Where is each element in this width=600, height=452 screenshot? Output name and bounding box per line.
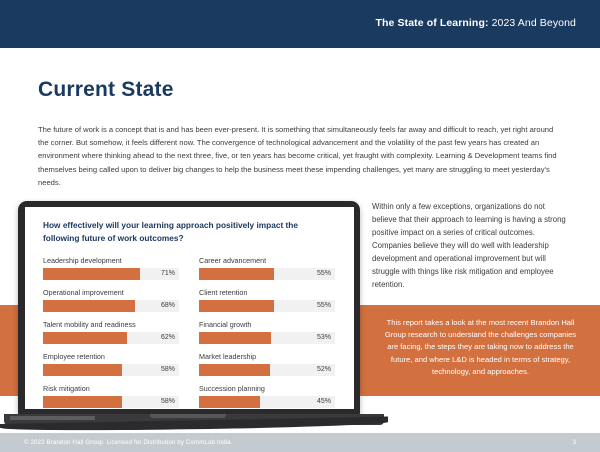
bar-item bbox=[43, 288, 179, 312]
bar-track bbox=[43, 332, 179, 344]
laptop-trackpad-notch bbox=[150, 414, 226, 418]
chart-title: How effectively will your learning approach positively impact the following future of work outcomes? bbox=[43, 220, 298, 243]
footer-copyright: © 2022 Brandon Hall Group. Licensed for Distribution by CommLab India. bbox=[24, 439, 233, 446]
bar-track bbox=[199, 268, 335, 280]
bar-label: Succession planning bbox=[199, 384, 265, 393]
bar-value: 62% bbox=[160, 334, 175, 341]
header-title-light: 2023 And Beyond bbox=[488, 17, 576, 29]
bar-value: 55% bbox=[316, 302, 331, 309]
bar-fill bbox=[43, 300, 135, 312]
footer-page-number: 3 bbox=[572, 439, 576, 446]
bar-fill bbox=[199, 300, 274, 312]
bar-item bbox=[43, 352, 179, 376]
side-paragraph: Within only a few exceptions, organizations do not believe that their approach to learning is having a strong positive impact on a series of critical outcomes. Companies believe they will do well with leadership development and operational improvement but will struggle with things like risk mitigation and employee retention. bbox=[372, 202, 566, 289]
report-callout-text: This report takes a look at the most recent Brandon Hall Group research to understand the challenges companies are facing, the steps they are taking now to address the future, and where L&D is headed in terms of strategy, technology, and approaches. bbox=[384, 318, 577, 376]
bar-value: 45% bbox=[316, 398, 331, 405]
bar-value: 53% bbox=[316, 334, 331, 341]
header-title bbox=[376, 17, 576, 29]
chart-columns bbox=[43, 256, 340, 416]
bar-item bbox=[199, 288, 335, 312]
bar-value: 71% bbox=[160, 270, 175, 277]
bar-label: Financial growth bbox=[199, 320, 252, 329]
bar-item bbox=[199, 384, 335, 408]
bar-value: 58% bbox=[160, 398, 175, 405]
bar-value: 58% bbox=[160, 366, 175, 373]
bar-item bbox=[43, 256, 179, 280]
bar-label: Leadership development bbox=[43, 256, 122, 265]
bar-track bbox=[43, 300, 179, 312]
bar-fill bbox=[199, 364, 270, 376]
bar-track bbox=[199, 396, 335, 408]
laptop-mockup bbox=[18, 201, 360, 416]
bar-item bbox=[199, 352, 335, 376]
laptop-screen bbox=[25, 207, 354, 409]
bar-fill bbox=[199, 332, 271, 344]
bar-fill bbox=[199, 268, 274, 280]
bar-item bbox=[43, 320, 179, 344]
bar-fill bbox=[43, 268, 140, 280]
bar-fill bbox=[199, 396, 260, 408]
bar-track bbox=[43, 268, 179, 280]
bar-fill bbox=[43, 396, 122, 408]
chart-column-right bbox=[199, 256, 335, 416]
bar-label: Client retention bbox=[199, 288, 248, 297]
bar-label: Career advancement bbox=[199, 256, 267, 265]
bar-label: Employee retention bbox=[43, 352, 105, 361]
laptop-base-highlight bbox=[10, 416, 95, 420]
bar-fill bbox=[43, 332, 127, 344]
bar-value: 52% bbox=[316, 366, 331, 373]
bar-value: 55% bbox=[316, 270, 331, 277]
bar-item bbox=[43, 384, 179, 408]
bar-fill bbox=[43, 364, 122, 376]
bar-track bbox=[43, 364, 179, 376]
bar-label: Operational improvement bbox=[43, 288, 124, 297]
bar-value: 68% bbox=[160, 302, 175, 309]
bar-track bbox=[199, 364, 335, 376]
bar-item bbox=[199, 256, 335, 280]
bar-item bbox=[199, 320, 335, 344]
bar-label: Talent mobility and readiness bbox=[43, 320, 136, 329]
bar-track bbox=[43, 396, 179, 408]
chart-card bbox=[25, 207, 354, 409]
bar-label: Risk mitigation bbox=[43, 384, 90, 393]
chart-column-left bbox=[43, 256, 179, 416]
bar-label: Market leadership bbox=[199, 352, 257, 361]
bar-track bbox=[199, 332, 335, 344]
bar-track bbox=[199, 300, 335, 312]
intro-paragraph: The future of work is a concept that is and has been ever-present. It is something that simultaneously feels far away and difficult to reach, yet right around the corner. But somehow, it feels different now. The convergence of technological advancement and the volatility of the past few years has created an environment where thinking ahead to the next three, five, or ten years has become critical, yet fraught with complexity. Learning & Development teams find themselves being called upon to deliver big changes to help the business meet these impending challenges, yet many are struggling to meet yesterday's needs. bbox=[38, 125, 557, 187]
page-title: Current State bbox=[38, 78, 174, 101]
report-callout-box bbox=[361, 305, 600, 396]
header-title-strong: The State of Learning: bbox=[375, 17, 489, 29]
